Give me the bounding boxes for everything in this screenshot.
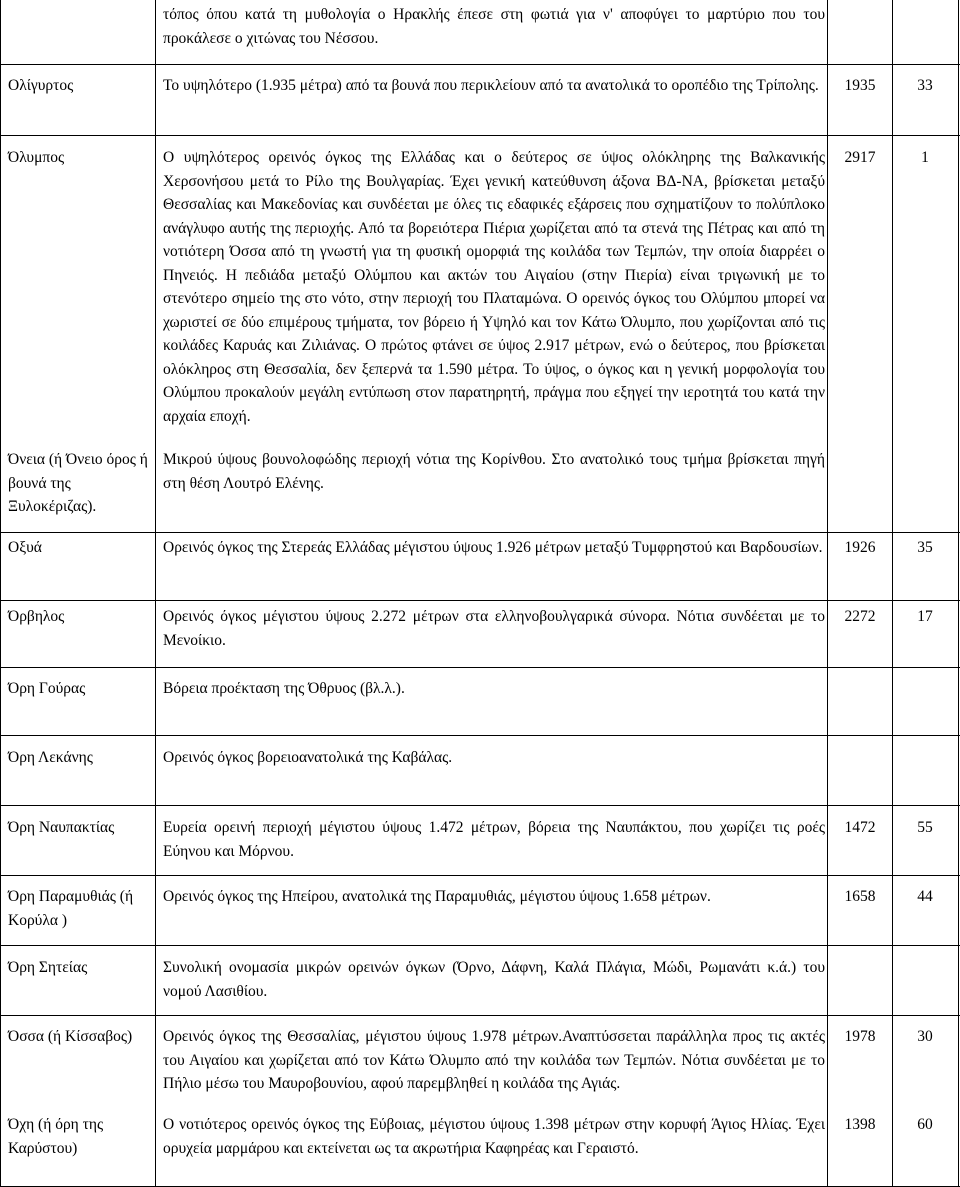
row-description: Ορεινός όγκος της Θεσσαλίας, μέγιστου ύψους 1.978 μέτρων.Αναπτύσσεται παράλληλα προς τις ακτές του Αιγαίου και χωρίζεται από τον Κάτω Όλυμπο από την κοιλάδα των Τεμπών. Νότια συνδέεται με το Πήλιο μέσω του Μαυροβουνίου, αφού παρεμβληθεί η κοιλάδα της Αγιάς. bbox=[163, 1028, 825, 1092]
row-rank: 55 bbox=[917, 819, 933, 836]
row-name: Όσσα (ή Κίσσαβος) bbox=[8, 1028, 133, 1045]
row-description: Βόρεια προέκταση της Όθρυος (βλ.λ.). bbox=[163, 680, 405, 697]
row-height: 2272 bbox=[844, 608, 876, 625]
row-divider bbox=[0, 1015, 960, 1016]
row-name: Όχη (ή όρη της Καρύστου) bbox=[8, 1116, 104, 1157]
row-name: Όρβηλος bbox=[8, 608, 65, 625]
table-border-right bbox=[958, 0, 959, 1187]
row-name: Όρη Ναυπακτίας bbox=[8, 819, 115, 836]
row-rank: 30 bbox=[917, 1028, 933, 1045]
row-rank: 35 bbox=[917, 539, 933, 556]
row-rank: 33 bbox=[917, 77, 933, 94]
row-divider bbox=[0, 875, 960, 876]
row-description: Ο υψηλότερος ορεινός όγκος της Ελλάδας και ο δεύτερος σε ύψος ολόκληρης της Βαλκανικής Χερσονήσου μετά το Ρίλο της Βουλγαρίας. Έχει γενική κατεύθυνση άξονα ΒΔ-ΝΑ, βρίσκεται μεταξύ Θεσσαλίας και Μακεδονίας και συνδέεται με όλες τις εδαφικές εξάρσεις που σχηματίζουν το πολύπλοκο ανάγλυφο αυτής της περιοχής. Από τα βορειότερα Πιέρια χωρίζεται από τα στενά της Πέτρας και από τη νοτιότερη Όσσα από τη γνωστή για τη φυσική ομορφιά της κοιλάδα των Τεμπών, την οποία διαρρέει ο Πηνειός. Η πεδιάδα μεταξύ Ολύμπου και ακτών του Αιγαίου (στην Πιερία) είναι τριγωνική με το στενότερο σημείο της στο νότο, στην περιοχή του Πλαταμώνα. Ο ορεινός όγκος του Ολύμπου μπορεί να χωριστεί σε δύο επιμέρους τμήματα, τον βόρειο ή Υψηλό και τον Κάτω Όλυμπο, που χωρίζονται από τις κοιλάδες Καρυάς και Ζιλιάνας. Ο πρώτος φτάνει σε ύψος 2.917 μέτρων, ενώ ο δεύτερος, που βρίσκεται ολόκληρος στη Θεσσαλία, δεν ξεπερνά τα 1.590 μέτρα. Το ύψος, ο όγκος και η γενική μορφολογία του Ολύμπου προκαλούν μεγάλη εντύπωση στον παρατηρητή, πράγμα που εξηγεί την ιεροτητά του κατά την αρχαία εποχή. bbox=[163, 149, 825, 425]
row-name: Όρη Λεκάνης bbox=[8, 749, 93, 766]
row-description: Συνολική ονομασία μικρών ορεινών όγκων (Όρνο, Δάφνη, Καλά Πλάγια, Μώδι, Ρωμανάτι κ.ά.) του νομού Λασιθίου. bbox=[163, 959, 825, 1000]
row-height: 1472 bbox=[844, 819, 876, 836]
row-height: 2917 bbox=[844, 149, 876, 166]
row-name: Οξυά bbox=[8, 539, 42, 556]
row-height: 1978 bbox=[844, 1028, 876, 1045]
column-divider bbox=[155, 0, 156, 1187]
row-description: Ορεινός όγκος βορειοανατολικά της Καβάλας. bbox=[163, 749, 453, 766]
row-description: Ο νοτιότερος ορεινός όγκος της Εύβοιας, μέγιστου ύψους 1.398 μέτρων στην κορυφή Άγιος Ηλίας. Έχει ορυχεία μαρμάρου και εκτείνεται ως τα ακρωτήρια Καφηρέας και Γεραιστό. bbox=[163, 1116, 825, 1157]
row-divider bbox=[0, 135, 960, 136]
row-divider bbox=[0, 532, 960, 533]
row-description: Το υψηλότερο (1.935 μέτρα) από τα βουνά που περικλείουν από τα ανατολικά το οροπέδιο της Τρίπολης. bbox=[163, 77, 819, 94]
row-name: Όνεια (ή Όνειο όρος ή βουνά της Ξυλοκέριζας). bbox=[8, 451, 148, 515]
row-height: 1926 bbox=[844, 539, 876, 556]
row-description: Ορεινός όγκος μέγιστου ύψους 2.272 μέτρων στα ελληνοβουλγαρικά σύνορα. Νότια συνδέεται με το Μενοίκιο. bbox=[163, 608, 825, 649]
row-divider bbox=[0, 735, 960, 736]
row-height: 1658 bbox=[844, 888, 876, 905]
column-divider bbox=[827, 0, 828, 1187]
row-name: Ολίγυρτος bbox=[8, 77, 74, 94]
row-divider bbox=[0, 805, 960, 806]
row-name: Όλυμπος bbox=[8, 149, 65, 166]
row-name: Όρη Σητείας bbox=[8, 959, 88, 976]
table-border-left bbox=[0, 0, 1, 1187]
row-description: τόπος όπου κατά τη μυθολογία ο Ηρακλής έπεσε στη φωτιά για ν' αποφύγει το μαρτύριο που του προκάλεσε ο χιτώνας του Νέσσου. bbox=[163, 6, 825, 47]
row-description: Ευρεία ορεινή περιοχή μέγιστου ύψους 1.472 μέτρων, βόρεια της Ναυπάκτου, που χωρίζει τις ροές Εύηνου και Μόρνου. bbox=[163, 819, 825, 860]
row-name: Όρη Γούρας bbox=[8, 680, 86, 697]
column-divider bbox=[892, 0, 893, 1187]
row-divider bbox=[0, 64, 960, 65]
row-rank: 44 bbox=[917, 888, 933, 905]
row-rank: 17 bbox=[917, 608, 933, 625]
row-divider bbox=[0, 945, 960, 946]
row-divider bbox=[0, 667, 960, 668]
row-rank: 1 bbox=[921, 149, 929, 166]
row-description: Ορεινός όγκος της Στερεάς Ελλάδας μέγιστου ύψους 1.926 μέτρων μεταξύ Τυμφρηστού και Βαρδουσίων. bbox=[163, 539, 823, 556]
row-description: Μικρού ύψους βουνολοφώδης περιοχή νότια της Κορίνθου. Στο ανατολικό τους τμήμα βρίσκεται πηγή στη θέση Λουτρό Ελένης. bbox=[163, 451, 825, 492]
row-divider bbox=[0, 600, 960, 601]
row-description: Ορεινός όγκος της Ηπείρου, ανατολικά της Παραμυθιάς, μέγιστου ύψους 1.658 μέτρων. bbox=[163, 888, 711, 905]
row-height: 1398 bbox=[844, 1116, 876, 1133]
row-rank: 60 bbox=[917, 1116, 933, 1133]
row-height: 1935 bbox=[844, 77, 876, 94]
row-name: Όρη Παραμυθιάς (ή Κορύλα ) bbox=[8, 888, 134, 929]
